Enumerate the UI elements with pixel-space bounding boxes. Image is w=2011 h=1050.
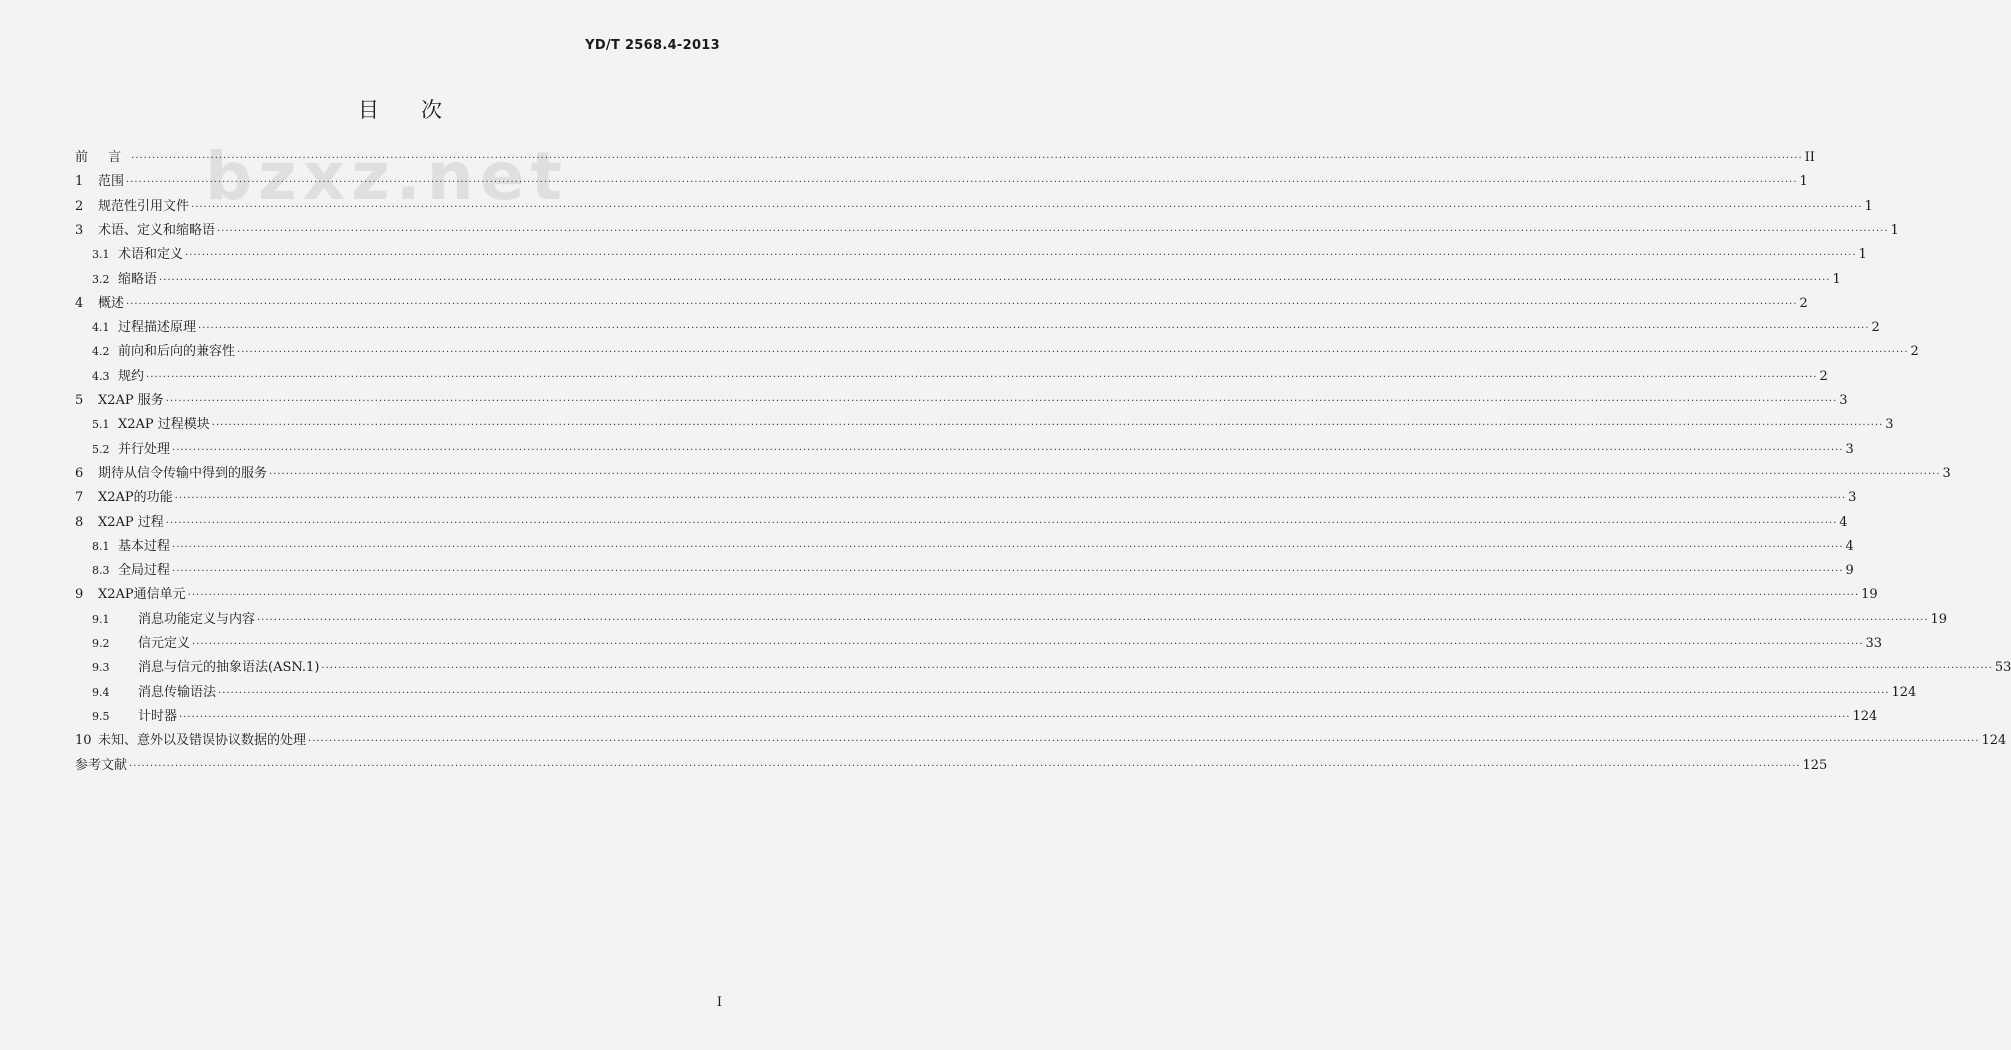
toc-entry-number: 前 言: [75, 150, 130, 165]
toc-entry: [92, 681, 1917, 701]
toc-entry-title: X2AP 过程模块: [118, 417, 210, 433]
toc-entry-page: 1: [1864, 198, 1873, 214]
toc-entry: [92, 316, 1880, 336]
toc-entry-title: 术语、定义和缩略语: [98, 222, 216, 238]
toc-entry-page: 2: [1871, 320, 1880, 336]
toc-entry-page: 9: [1845, 563, 1854, 579]
toc-entry-title: 消息与信元的抽象语法(ASN.1): [138, 660, 320, 676]
toc-entry: [92, 705, 1878, 725]
toc-leader-dots: ················································································································································································································································································································································································································: [321, 663, 1993, 675]
toc-entry-page: 53: [1994, 660, 2011, 676]
toc-entry: [75, 389, 1848, 409]
toc-entry-number: 4.2: [92, 345, 110, 359]
toc-entry-title: 前向和后向的兼容性: [118, 344, 236, 360]
toc-entry: [75, 462, 1951, 482]
toc-leader-dots: ················································································································································································································································································································································································································: [269, 468, 1941, 480]
toc-entry-page: 19: [1930, 611, 1948, 627]
toc-entry-number: 10: [75, 733, 92, 749]
toc-leader-dots: ················································································································································································································································································································································································································: [126, 298, 1798, 310]
toc-entry-page: 1: [1890, 222, 1899, 238]
toc-entry-number: 参考文献: [75, 757, 128, 773]
toc-entry-page: 124: [1891, 684, 1917, 700]
toc-leader-dots: ················································································································································································································································································································································································································: [172, 566, 1844, 578]
toc-entry: [75, 292, 1808, 312]
toc-leader-dots: ················································································································································································································································································································································································································: [174, 493, 1847, 505]
toc-entry-number: 9.2: [92, 637, 110, 650]
toc-leader-dots: ················································································································································································································································································································································································································: [211, 420, 1884, 432]
toc-leader-dots: ················································································································································································································································································································································································································: [131, 153, 1803, 164]
toc-entry-number: 9: [75, 587, 84, 603]
toc-entry-number: 5.2: [92, 442, 110, 456]
toc-entry-title: 概述: [98, 295, 125, 311]
toc-entry: [75, 486, 1857, 506]
toc-entry-page: 2: [1799, 295, 1808, 311]
toc-entry: [92, 243, 1867, 263]
toc-entry-title: 期待从信令传输中得到的服务: [98, 465, 268, 481]
toc-entry-page: 1: [1832, 271, 1841, 287]
toc-entry-page: 1: [1799, 174, 1808, 190]
toc-entry-title: 未知、意外以及错误协议数据的处理: [98, 733, 307, 749]
toc-entry-page: 19: [1861, 587, 1878, 603]
toc-entry-title: 计时器: [138, 708, 178, 724]
toc-entry-number: 4: [75, 295, 84, 311]
toc-entry-page: 3: [1848, 490, 1857, 506]
toc-entry-title: X2AP 服务: [98, 393, 164, 408]
toc-entry-page: 1: [1858, 247, 1867, 263]
document-code: YD/T 2568.4-2013: [585, 38, 720, 53]
toc-leader-dots: ················································································································································································································································································································································································································: [217, 225, 1889, 237]
toc-leader-dots: ················································································································································································································································································································································································································: [191, 201, 1863, 213]
toc-entry-number: 2: [75, 198, 84, 214]
toc-leader-dots: ················································································································································································································································································································································································································: [185, 250, 1857, 262]
toc-entry: [92, 608, 1948, 628]
toc-leader-dots: ················································································································································································································································································································································································································: [146, 371, 1818, 383]
toc-entry: [92, 413, 1894, 433]
toc-entry-page: 124: [1981, 733, 2007, 749]
toc-leader-dots: ················································································································································································································································································································································································································: [179, 711, 1851, 723]
toc-entry-page: II: [1804, 150, 1815, 165]
toc-entry-number: 5: [75, 393, 84, 408]
toc-entry: [75, 511, 1848, 531]
toc-entry: [75, 146, 1815, 166]
toc-leader-dots: ················································································································································································································································································································································································································: [257, 614, 1929, 626]
toc-entry-number: 3: [75, 222, 84, 238]
page-title: 目次: [358, 98, 484, 122]
toc-entry-page: 125: [1802, 757, 1828, 773]
toc-entry: [92, 340, 1919, 360]
toc-entry-title: 过程描述原理: [118, 320, 197, 336]
toc-entry-title: 规约: [118, 368, 145, 384]
toc-entry-number: 6: [75, 465, 84, 481]
toc-entry: [75, 754, 1828, 774]
toc-entry-page: 3: [1845, 441, 1854, 457]
toc-entry-page: 4: [1839, 514, 1848, 530]
toc-entry-page: 33: [1865, 636, 1883, 651]
toc-entry-title: 范围: [98, 174, 125, 190]
toc-leader-dots: ················································································································································································································································································································································································································: [218, 687, 1890, 699]
toc-entry: [75, 195, 1873, 215]
toc-entry: [92, 438, 1854, 458]
toc-entry: [92, 365, 1828, 385]
toc-entry-number: 8.3: [92, 564, 110, 578]
toc-entry-page: 3: [1942, 465, 1951, 481]
toc-entry-title: 缩略语: [118, 271, 158, 287]
toc-entry-page: 4: [1845, 538, 1854, 554]
toc-entry-title: 并行处理: [118, 441, 171, 457]
page-number: I: [716, 995, 722, 1010]
toc-entry-number: 5.1: [92, 418, 110, 432]
toc-entry-title: 全局过程: [118, 563, 171, 579]
toc-leader-dots: ················································································································································································································································································································································································································: [172, 444, 1844, 456]
toc-entry-page: 2: [1819, 368, 1828, 384]
toc-entry-title: X2AP 过程: [98, 514, 164, 530]
toc-entry-title: X2AP通信单元: [98, 587, 186, 603]
toc-leader-dots: ················································································································································································································································································································································································································: [165, 396, 1838, 407]
toc-leader-dots: ················································································································································································································································································································································································································: [198, 323, 1870, 335]
toc-entry-title: 信元定义: [138, 636, 191, 651]
toc-leader-dots: ················································································································································································································································································································································································································: [165, 517, 1838, 529]
toc-entry-title: 基本过程: [118, 538, 171, 554]
toc-entry: [92, 268, 1841, 288]
toc-entry: [75, 729, 2007, 749]
toc-leader-dots: ················································································································································································································································································································································································································: [187, 590, 1860, 602]
toc-entry-page: 3: [1885, 417, 1894, 433]
toc-leader-dots: ················································································································································································································································································································································································································: [308, 736, 1980, 748]
toc-entry-title: 规范性引用文件: [98, 198, 190, 214]
toc-entry: [92, 656, 2011, 676]
toc-entry: [75, 219, 1899, 239]
toc-entry-number: 4.3: [92, 369, 110, 383]
toc-leader-dots: ················································································································································································································································································································································································································: [129, 760, 1801, 772]
toc-entry-number: 7: [75, 490, 84, 506]
toc-entry-page: 3: [1839, 393, 1848, 408]
toc-entry-title: X2AP的功能: [98, 490, 173, 506]
toc-entry: [92, 535, 1854, 555]
toc-entry-number: 1: [75, 174, 84, 190]
toc-entry-number: 8: [75, 514, 84, 530]
toc-entry-page: 124: [1852, 708, 1878, 724]
toc-entry-number: 8.1: [92, 539, 110, 553]
toc-entry-page: 2: [1910, 344, 1919, 360]
toc-entry-number: 4.1: [92, 321, 110, 335]
toc-entry-number: 9.5: [92, 709, 110, 723]
toc-leader-dots: ················································································································································································································································································································································································································: [172, 541, 1844, 553]
toc-leader-dots: ················································································································································································································································································································································································································: [237, 347, 1909, 359]
toc-entry-title: 消息功能定义与内容: [138, 611, 256, 627]
toc-entry: [92, 632, 1883, 652]
toc-entry-title: 消息传输语法: [138, 684, 217, 700]
toc-entry: [75, 170, 1808, 190]
toc-entry-number: 9.1: [92, 612, 110, 626]
toc-entry: [92, 559, 1854, 579]
toc-entry-number: 9.3: [92, 661, 110, 675]
toc-leader-dots: ················································································································································································································································································································································································································: [126, 177, 1798, 189]
watermark: bzxz.net: [205, 138, 569, 215]
toc-leader-dots: ················································································································································································································································································································································································································: [192, 639, 1864, 650]
toc-entry-title: 术语和定义: [118, 247, 184, 263]
toc-entry-number: 3.2: [92, 272, 110, 286]
toc-entry-number: 9.4: [92, 685, 110, 699]
toc-entry-number: 3.1: [92, 248, 110, 262]
toc-entry: [75, 583, 1878, 603]
toc-leader-dots: ················································································································································································································································································································································································································: [159, 274, 1831, 286]
